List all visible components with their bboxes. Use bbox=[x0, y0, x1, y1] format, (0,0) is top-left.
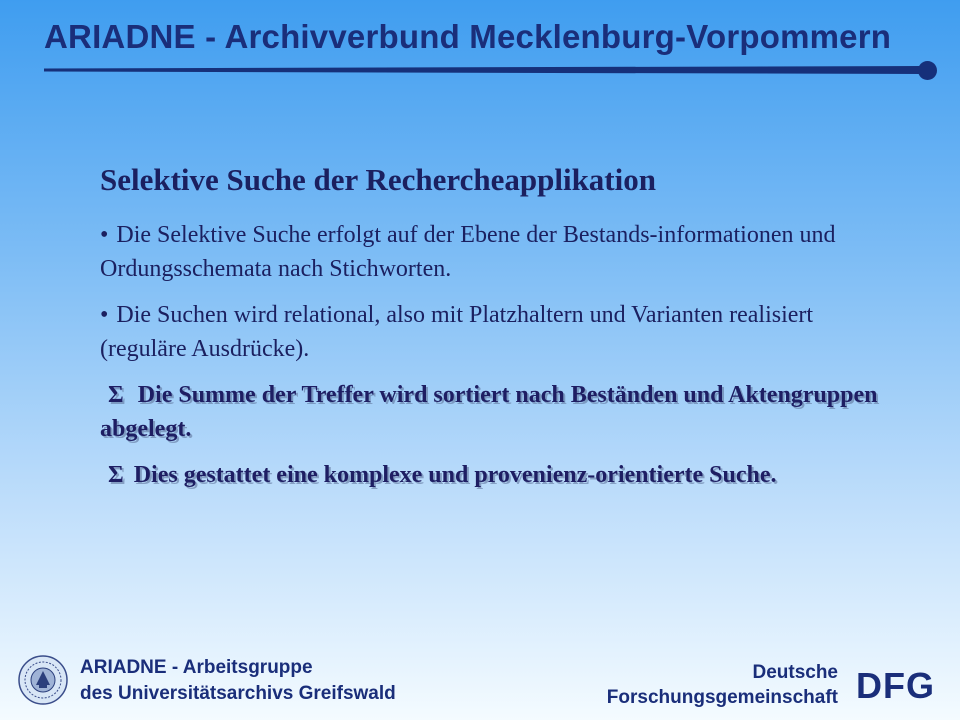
bullet-icon: • bbox=[100, 302, 109, 328]
header-rule bbox=[44, 66, 921, 74]
slide-heading: Selektive Suche der Rechercheapplikation bbox=[100, 162, 656, 197]
sigma-paragraph-1 bbox=[100, 378, 880, 446]
slide-header-title: ARIADNE - Archivverbund Mecklenburg-Vorpommern bbox=[44, 18, 892, 55]
dfg-logo-icon bbox=[856, 668, 942, 702]
paragraph-text: Die Summe der Treffer wird sortiert nach Beständen und Aktengruppen abgelegt. bbox=[100, 382, 878, 442]
header-dot bbox=[918, 61, 937, 80]
footer-right-line-2: Forschungsgemeinschaft bbox=[606, 687, 838, 708]
dfg-logo-text: DFG bbox=[856, 668, 935, 702]
footer-left-line-2: des Universitätsarchivs Greifswald bbox=[80, 683, 396, 704]
sigma-icon: Σ bbox=[108, 462, 124, 488]
paragraph-text: Die Suchen wird relational, also mit Platzhaltern und Varianten realisiert (reguläre Ausdrücke). bbox=[100, 302, 814, 362]
footer-left-text bbox=[80, 655, 420, 707]
slide-content bbox=[100, 160, 880, 504]
footer-right-line-1: Deutsche bbox=[752, 662, 838, 683]
bullet-paragraph-1 bbox=[100, 218, 880, 286]
bullet-paragraph-2 bbox=[100, 298, 880, 366]
footer-right-text bbox=[607, 660, 838, 710]
sigma-paragraph-2 bbox=[100, 458, 880, 492]
paragraph-text: Die Selektive Suche erfolgt auf der Ebene der Bestands-informationen und Ordungsschemata nach Stichworten. bbox=[100, 222, 836, 282]
paragraph-text: Dies gestattet eine komplexe und provenienz-orientierte Suche. bbox=[133, 462, 777, 488]
university-seal-icon bbox=[18, 655, 68, 705]
bullet-icon: • bbox=[100, 222, 109, 248]
sigma-icon: Σ bbox=[108, 382, 124, 408]
footer-left-line-1: ARIADNE - Arbeitsgruppe bbox=[80, 657, 313, 678]
